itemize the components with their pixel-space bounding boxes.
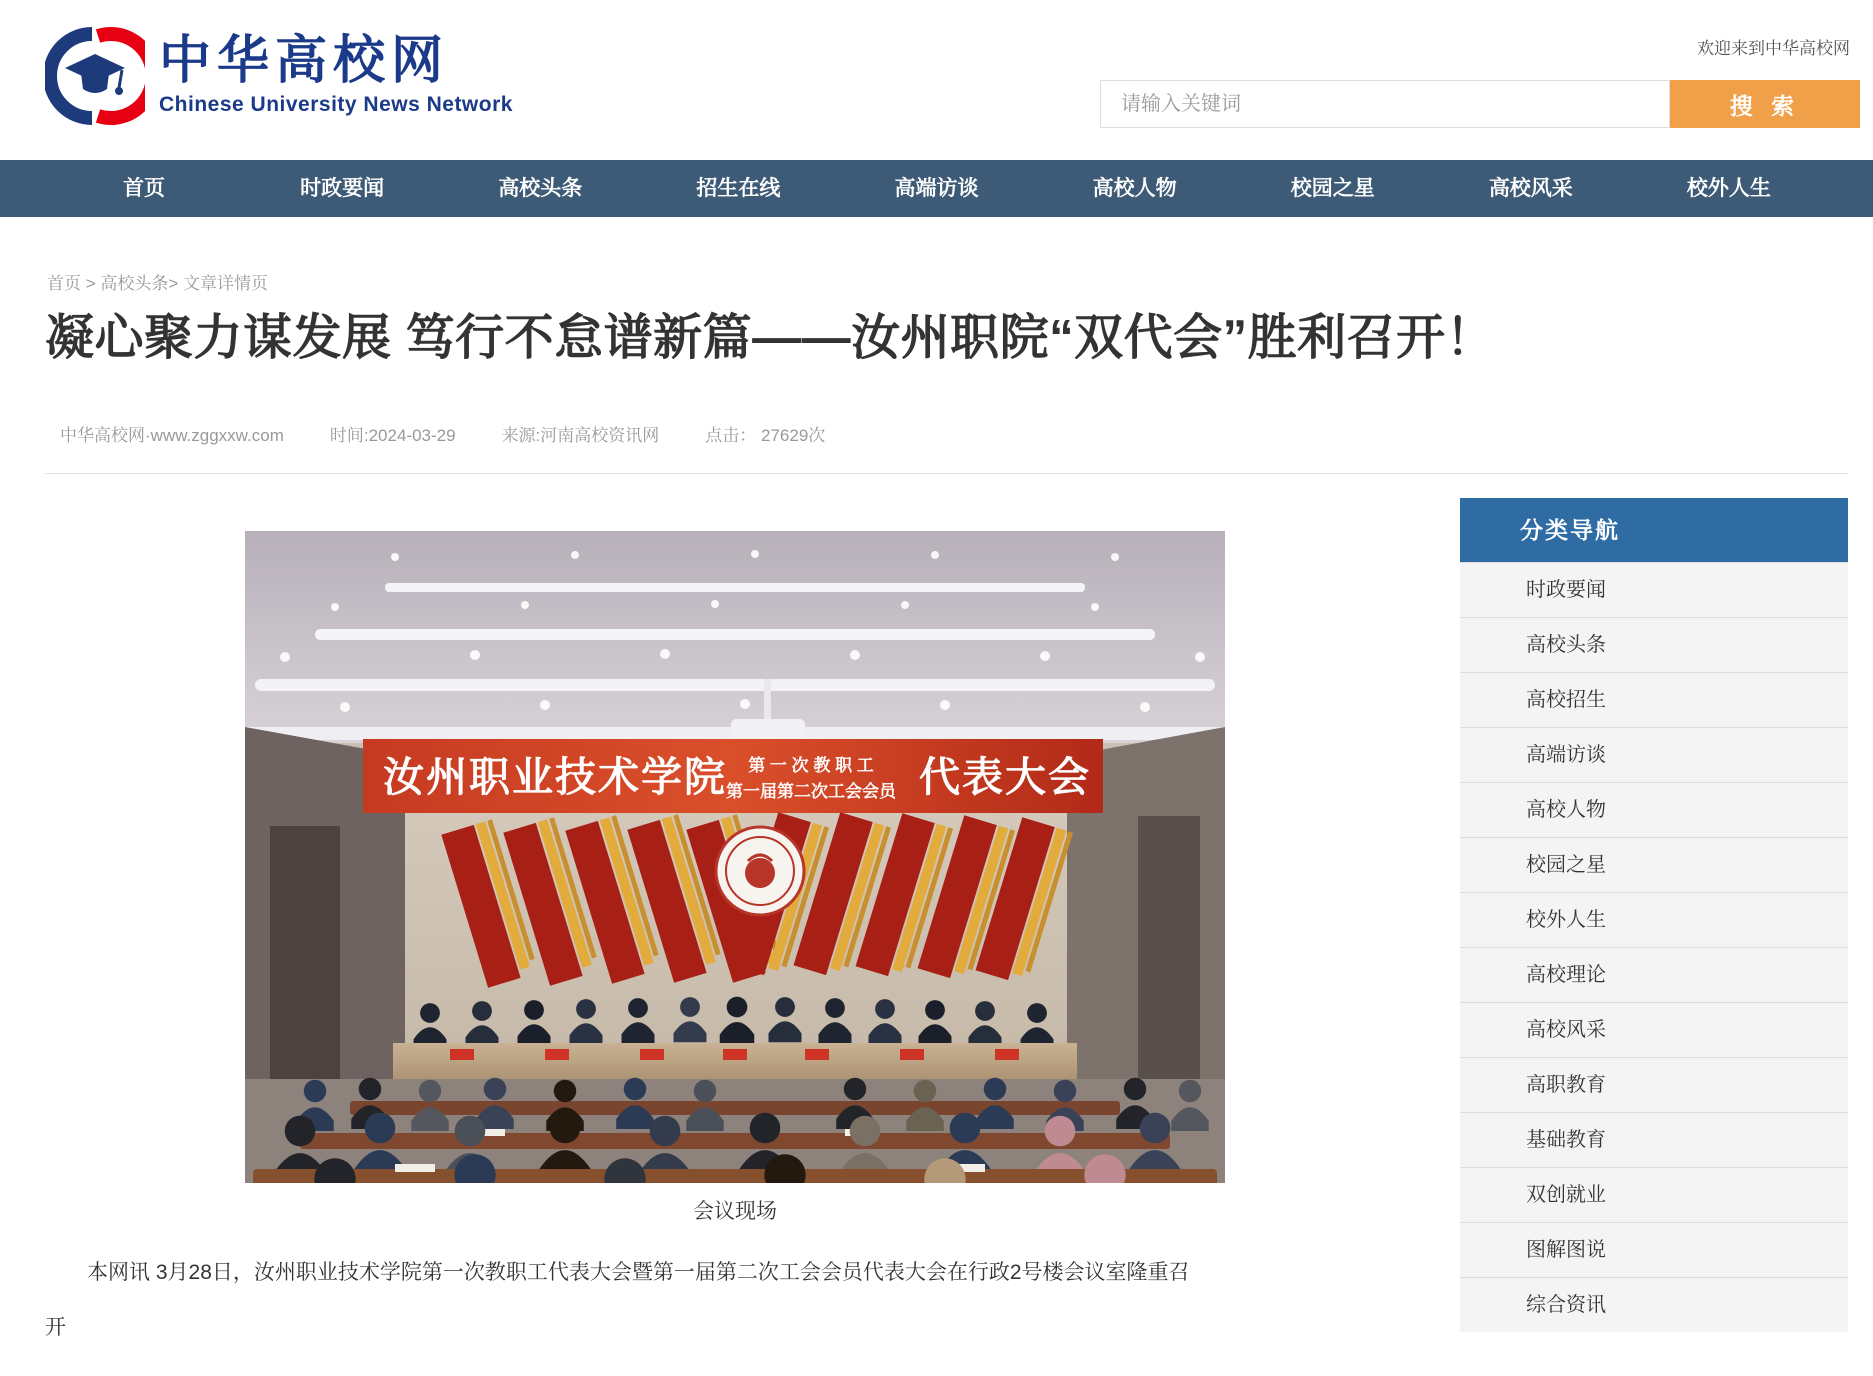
nav-item-politics[interactable]: 时政要闻: [300, 177, 385, 200]
nav-item-figures[interactable]: 高校人物: [1092, 177, 1177, 200]
banner-text-line1: 第 一 次 教 职 工: [748, 756, 874, 775]
nav-item-interviews[interactable]: 高端访谈: [894, 177, 979, 200]
article-body: 本网讯 3月28日，汝州职业技术学院第一次教职工代表大会暨第一届第二次工会会员代表大会在行政2号楼会议室隆重召开: [45, 1261, 1190, 1339]
nav-item-campus-star[interactable]: 校园之星: [1290, 177, 1375, 200]
meta-source: 来源:河南高校资讯网: [501, 426, 660, 445]
category-sidebar: [1460, 498, 1848, 1332]
sidebar-item-innovation-employment[interactable]: 双创就业: [1460, 1167, 1848, 1222]
article-figure: [245, 531, 1225, 1227]
breadcrumb: [0, 217, 1873, 294]
breadcrumb-home[interactable]: 首页: [47, 274, 81, 293]
nav-item-admissions[interactable]: 招生在线: [696, 177, 781, 200]
search-input[interactable]: [1100, 80, 1670, 128]
meta-site: 中华高校网·www.zggxxw.com: [60, 426, 284, 445]
banner-text-line2: 第一届第二次工会会员: [726, 782, 896, 801]
nav-item-style[interactable]: 高校风采: [1488, 177, 1573, 200]
sidebar-item-outside-life[interactable]: 校外人生: [1460, 892, 1848, 947]
site-logo[interactable]: [45, 26, 513, 126]
meta-divider: [45, 473, 1848, 474]
sidebar-title: 分类导航: [1460, 498, 1848, 562]
sidebar-item-headlines[interactable]: 高校头条: [1460, 617, 1848, 672]
site-subtitle: Chinese University News Network: [159, 93, 513, 117]
page-title: 凝心聚力谋发展 笃行不怠谱新篇——汝州职院“双代会”胜利召开！: [45, 311, 1496, 365]
article-meta: [45, 421, 1828, 446]
sidebar-item-interviews[interactable]: 高端访谈: [1460, 727, 1848, 782]
sidebar-item-style[interactable]: 高校风采: [1460, 1002, 1848, 1057]
sidebar-item-general-news[interactable]: 综合资讯: [1460, 1277, 1848, 1332]
sidebar-item-vocational[interactable]: 高职教育: [1460, 1057, 1848, 1112]
nav-item-headlines[interactable]: 高校头条: [498, 177, 583, 200]
nav-item-outside-life[interactable]: 校外人生: [1686, 177, 1771, 200]
article-content: [45, 498, 1195, 1376]
photo-caption: 会议现场: [693, 1200, 777, 1223]
banner-text-congress: 代表大会: [919, 754, 1091, 800]
meta-clicks: 点击： 27629次: [705, 426, 826, 445]
article-photo: [245, 531, 1225, 1183]
welcome-text: 欢迎来到中华高校网: [1697, 39, 1850, 58]
search-bar: [1100, 80, 1860, 128]
site-title: 中华高校网: [159, 32, 450, 90]
breadcrumb-separator: >: [81, 274, 101, 293]
sidebar-item-figures[interactable]: 高校人物: [1460, 782, 1848, 837]
nav-item-home[interactable]: 首页: [123, 177, 166, 200]
breadcrumb-separator: >: [168, 274, 184, 293]
search-button[interactable]: 搜 索: [1670, 80, 1860, 128]
sidebar-item-basic-education[interactable]: 基础教育: [1460, 1112, 1848, 1167]
sidebar-item-infographics[interactable]: 图解图说: [1460, 1222, 1848, 1277]
sidebar-item-theory[interactable]: 高校理论: [1460, 947, 1848, 1002]
sidebar-item-admissions[interactable]: 高校招生: [1460, 672, 1848, 727]
main-nav: [0, 160, 1873, 217]
banner-text-school: 汝州职业技术学院: [383, 754, 727, 800]
page-header: [0, 0, 1873, 160]
sidebar-item-politics[interactable]: 时政要闻: [1460, 562, 1848, 617]
graduation-cap-icon: [45, 26, 145, 126]
breadcrumb-section[interactable]: 高校头条: [100, 274, 169, 293]
sidebar-item-campus-star[interactable]: 校园之星: [1460, 837, 1848, 892]
meta-time: 时间:2024-03-29: [329, 426, 456, 445]
breadcrumb-current: 文章详情页: [183, 274, 269, 293]
